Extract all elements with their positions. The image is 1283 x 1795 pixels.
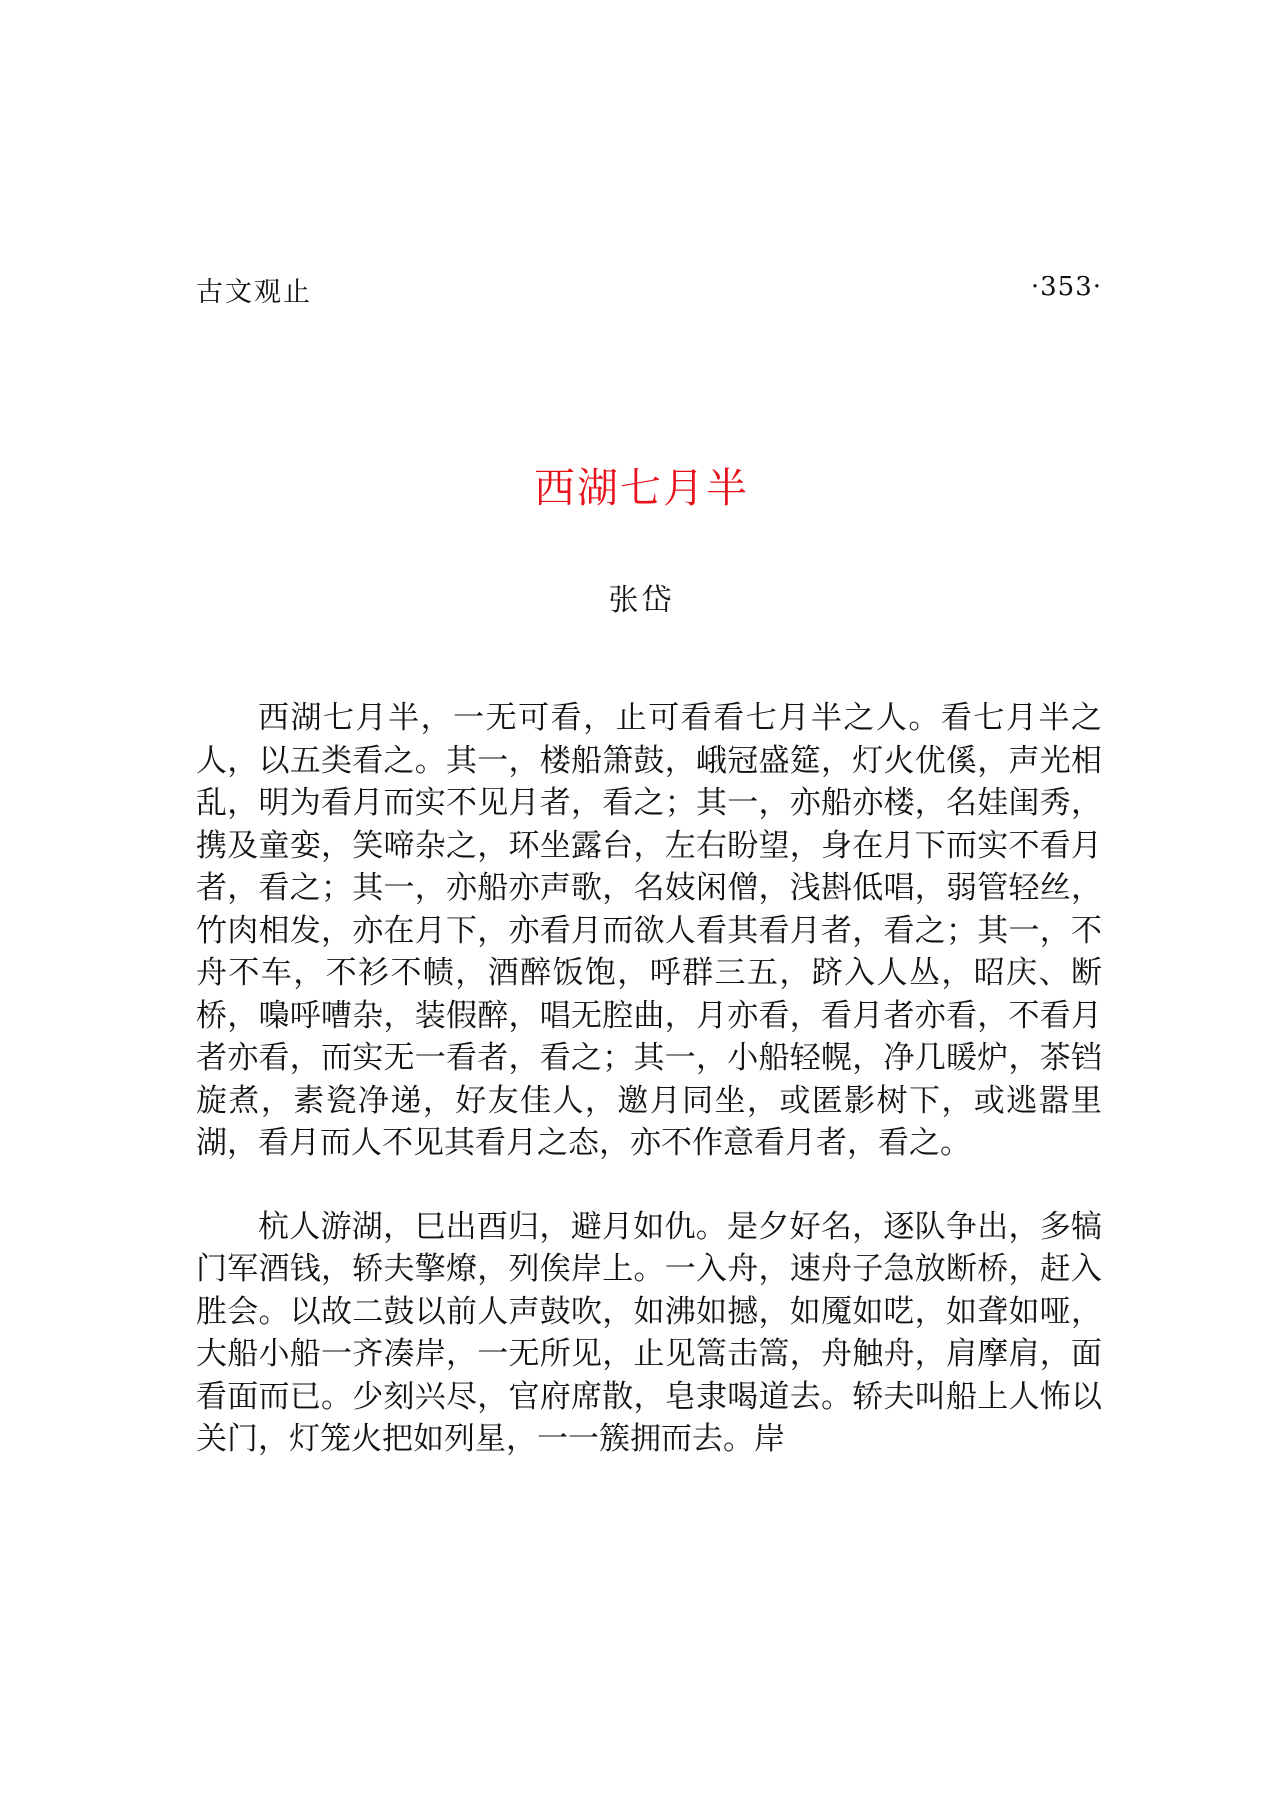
paragraph-2: 杭人游湖，巳出酉归，避月如仇。是夕好名，逐队争出，多犒门军酒钱，轿夫擎燎，列俟岸上。一入舟，速舟子急放断桥，赶入胜会。以故二鼓以前人声鼓吹，如沸如撼，如魇如呓，如聋如哑，大船小船一齐凑岸，一无所见，止见篙击篙，舟触舟，肩摩肩，面看面而已。少刻兴尽，官府席散，皂隶喝道去。轿夫叫船上人怖以关门，灯笼火把如列星，一一簇拥而去。岸 <box>196 1208 1102 1457</box>
essay-title: 西湖七月半 <box>534 464 749 512</box>
author-name: 张岱 <box>608 583 675 618</box>
book-title: 古文观止 <box>196 277 312 308</box>
paragraph-1: 西湖七月半，一无可看，止可看看七月半之人。看七月半之人，以五类看之。其一，楼船箫鼓，峨冠盛筵，灯火优傒，声光相乱，明为看月而实不见月者，看之；其一，亦船亦楼，名娃闺秀，携及童娈，笑啼杂之，环坐露台，左右盼望，身在月下而实不看月者，看之；其一，亦船亦声歌，名妓闲僧，浅斟低唱，弱管轻丝，竹肉相发，亦在月下，亦看月而欲人看其看月者，看之；其一，不舟不车，不衫不帻，酒醉饭饱，呼群三五，跻入人丛，昭庆、断桥，嘄呼嘈杂，装假醉，唱无腔曲，月亦看，看月者亦看，不看月者亦看，而实无一看者，看之；其一，小船轻幌，净几暖炉，茶铛旋煮，素瓷净递，好友佳人，邀月同坐，或匿影树下，或逃嚣里湖，看月而人不见其看月之态，亦不作意看月者，看之。 <box>196 700 1102 1161</box>
body-text <box>196 697 1102 1461</box>
page-number: ·353· <box>1030 272 1102 302</box>
running-head <box>196 270 1102 310</box>
